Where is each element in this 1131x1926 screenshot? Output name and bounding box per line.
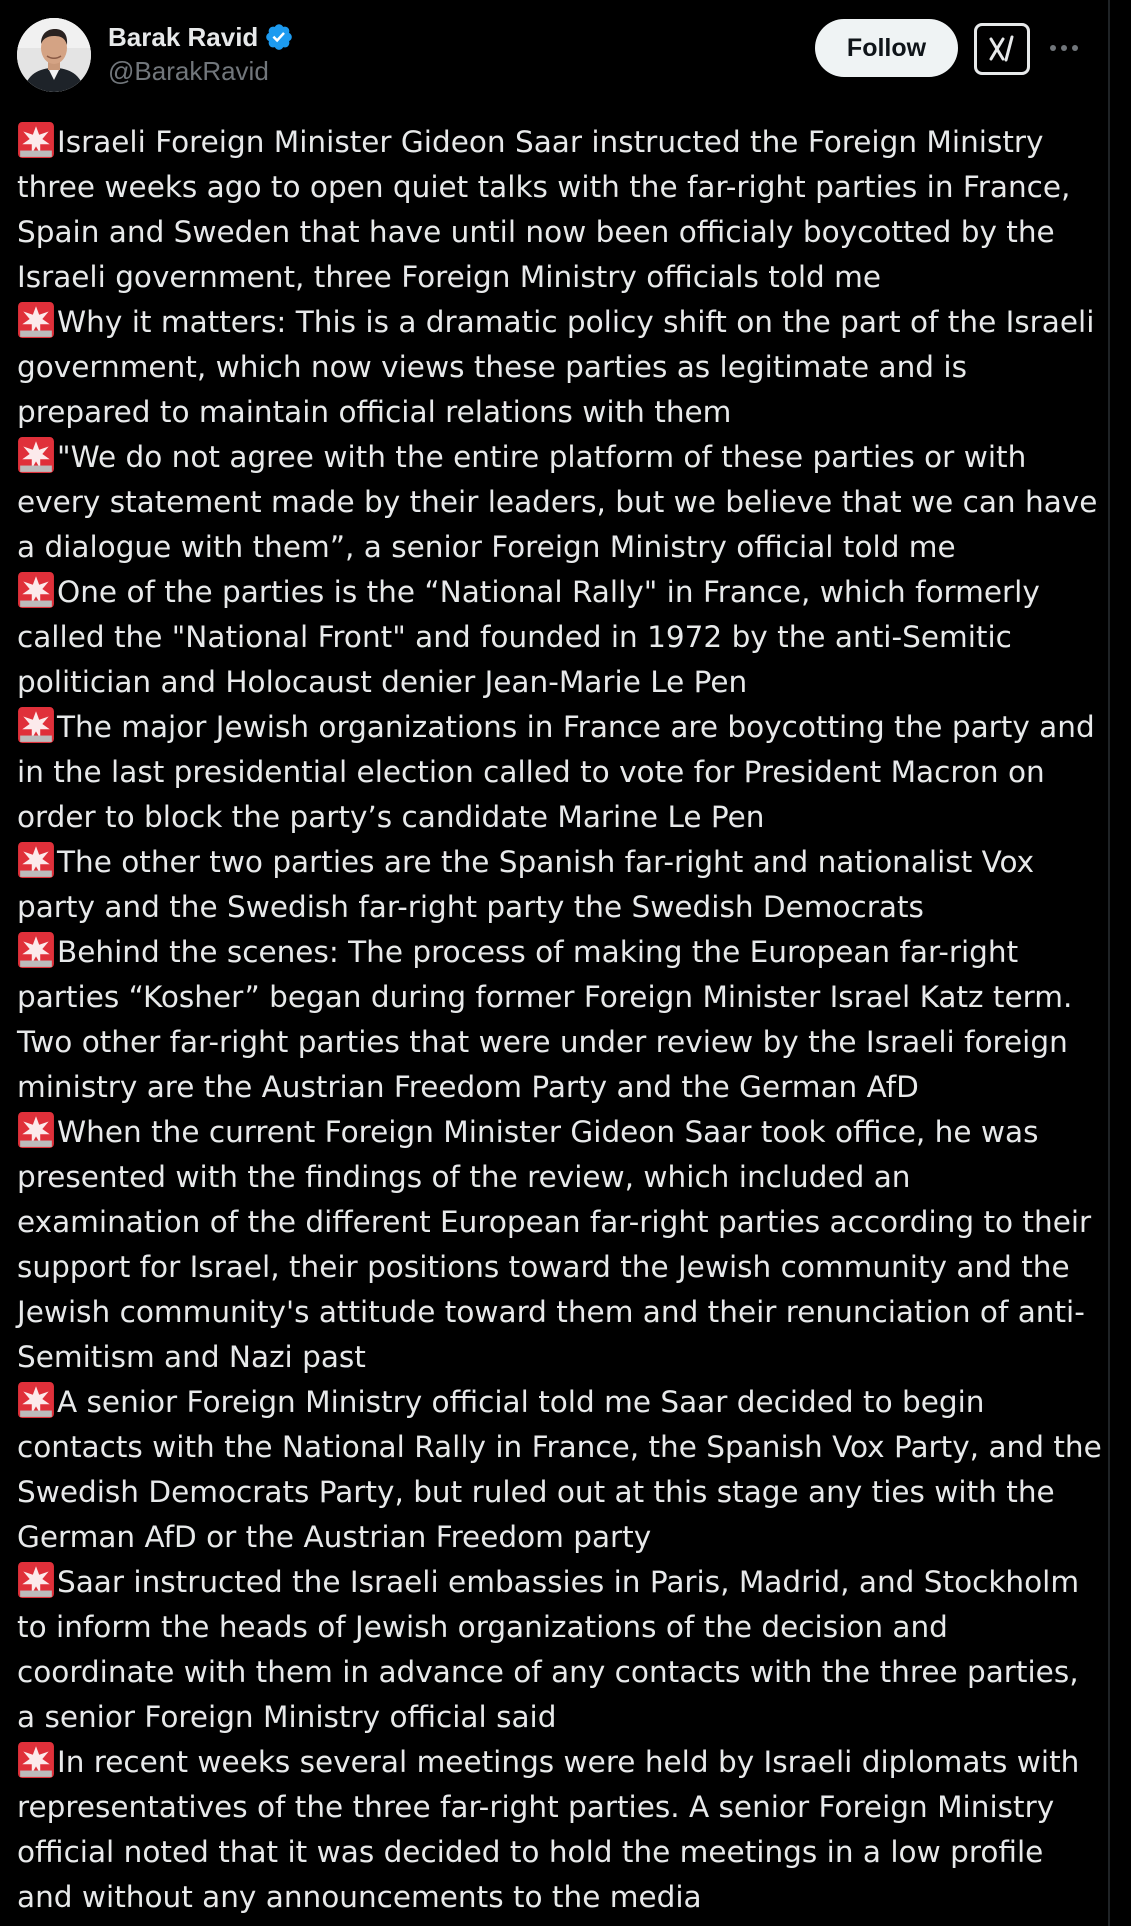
police-light-emoji-icon [17,1741,55,1779]
more-button[interactable] [1046,28,1082,68]
tweet-paragraph-5 [17,705,1102,840]
police-light-emoji-icon [17,931,55,969]
paragraph-text: Saar instructed the Israeli embassies in Paris, Madrid, and Stockholm to inform the heads of Jewish organizations of the decision and coordinate with them in advance of any contacts with the three parties, a senior Foreign Ministry official said [17,1565,1080,1734]
follow-button[interactable]: Follow [815,19,958,77]
paragraph-text: "We do not agree with the entire platform of these parties or with every statement made by their leaders, but we believe that we can have a dialogue with them”, a senior Foreign Ministry official told me [17,440,1098,564]
verified-badge-icon [264,22,294,52]
paragraph-text: Why it matters: This is a dramatic policy shift on the part of the Israeli government, which now views these parties as legitimate and is prepared to maintain official relations with them [17,305,1095,429]
tweet-paragraph-11 [17,1740,1102,1920]
paragraph-text: In recent weeks several meetings were held by Israeli diplomats with representatives of the three far-right parties. A senior Foreign Ministry official noted that it was decided to hold the meetings in a low profile and without any announcements to the media [17,1745,1080,1914]
paragraph-text: One of the parties is the “National Rally" in France, which formerly called the "National Front" and founded in 1972 by the anti-Semitic politician and Holocaust denier Jean-Marie Le Pen [17,575,1040,699]
tweet-paragraph-3 [17,435,1102,570]
grok-icon [986,33,1018,65]
avatar-portrait-icon [17,18,91,92]
police-light-emoji-icon [17,1381,55,1419]
police-light-emoji-icon [17,436,55,474]
tweet-paragraph-4 [17,570,1102,705]
tweet-header [0,0,1131,110]
police-light-emoji-icon [17,841,55,879]
grok-button[interactable] [974,23,1030,75]
paragraph-text: The other two parties are the Spanish far-right and nationalist Vox party and the Swedish far-right party the Swedish Democrats [17,845,1035,924]
handle[interactable]: @BarakRavid [108,56,269,86]
author-block [108,20,294,88]
paragraph-text: The major Jewish organizations in France are boycotting the party and in the last presidential election called to vote for President Macron on order to block the party’s candidate Marine Le Pen [17,710,1095,834]
tweet-text [17,120,1102,1920]
scrollbar-track[interactable] [1108,0,1110,1926]
police-light-emoji-icon [17,301,55,339]
more-icon [1049,44,1079,52]
police-light-emoji-icon [17,1561,55,1599]
tweet-paragraph-9 [17,1380,1102,1560]
tweet-paragraph-8 [17,1110,1102,1380]
tweet-paragraph-10 [17,1560,1102,1740]
tweet-paragraph-1 [17,120,1102,300]
display-name[interactable]: Barak Ravid [108,22,259,52]
display-name-row [108,20,294,54]
tweet-paragraph-2 [17,300,1102,435]
tweet-paragraph-6 [17,840,1102,930]
paragraph-text: Israeli Foreign Minister Gideon Saar instructed the Foreign Ministry three weeks ago to open quiet talks with the far-right parties in France, Spain and Sweden that have until now been officialy boycotted by the Israeli government, three Foreign Ministry officials told me [17,125,1071,294]
police-light-emoji-icon [17,706,55,744]
police-light-emoji-icon [17,1111,55,1149]
avatar[interactable] [17,18,91,92]
police-light-emoji-icon [17,571,55,609]
paragraph-text: Behind the scenes: The process of making the European far-right parties “Kosher” began during former Foreign Minister Israel Katz term. Two other far-right parties that were under review by the Israeli foreign ministry are the Austrian Freedom Party and the German AfD [17,935,1073,1104]
police-light-emoji-icon [17,121,55,159]
paragraph-text: When the current Foreign Minister Gideon Saar took office, he was presented with the findings of the review, which included an examination of the different European far-right parties according to their support for Israel, their positions toward the Jewish community and the Jewish community's attitude toward them and their renunciation of anti-Semitism and Nazi past [17,1115,1092,1374]
paragraph-text: A senior Foreign Ministry official told me Saar decided to begin contacts with the National Rally in France, the Spanish Vox Party, and the Swedish Democrats Party, but ruled out at this stage any ties with the German AfD or the Austrian Freedom party [17,1385,1102,1554]
tweet-paragraph-7 [17,930,1102,1110]
